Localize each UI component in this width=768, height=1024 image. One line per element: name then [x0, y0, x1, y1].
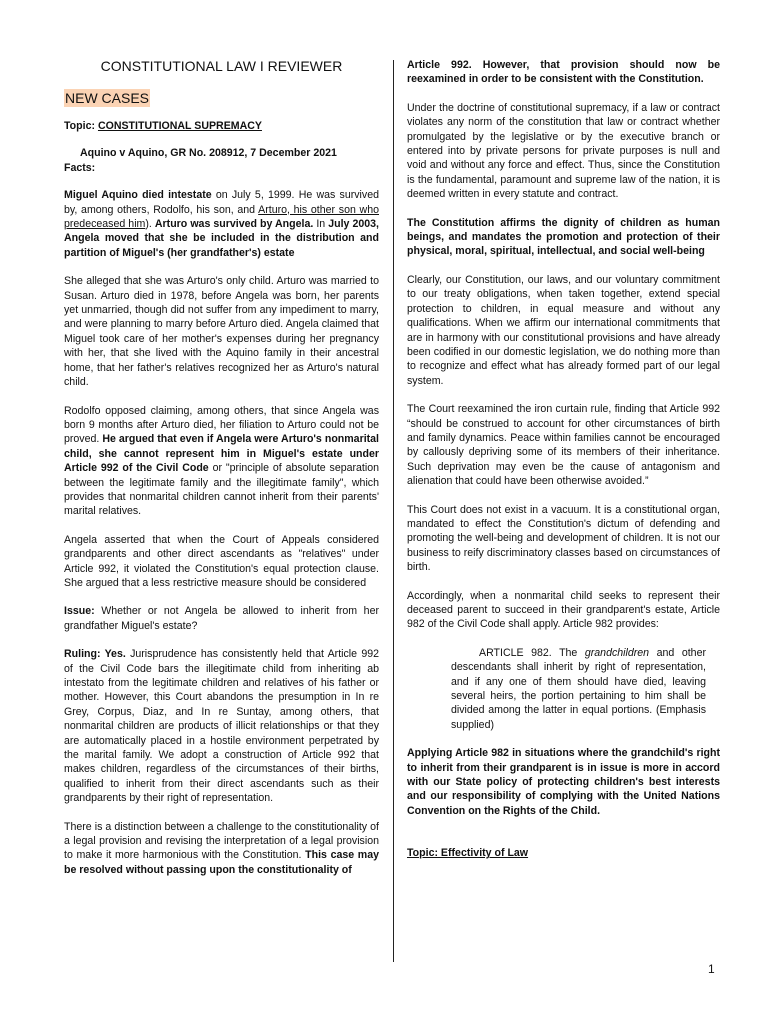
case-caption: Aquino v Aquino, GR No. 208912, 7 December 2021	[80, 147, 337, 160]
iron-curtain-paragraph: The Court reexamined the iron curtain rule, finding that Article 992 “should be construed to account for other circumstances of birth and family dynamics. Peace within families cannot be encouraged by callously depriving some of its members of their inheritance. Such deprivation may even be the cause of antagonism and alienation that could have been otherwise avoided.”	[407, 403, 720, 488]
topic-heading: Topic: CONSTITUTIONAL SUPREMACY	[64, 120, 262, 132]
column-divider	[393, 60, 394, 962]
facts-paragraph-1: Miguel Aquino died intestate on July 5, 1999. He was survived by, among others, Rodolfo, his son, and Arturo, his other son who predeceased him). Arturo was survived by Angela. In July 2003, Angela moved that she be included in the distribution and partition of Miguel's (her grandfather's) estate	[64, 189, 379, 259]
facts-paragraph-4: Angela asserted that when the Court of Appeals considered grandparents and other direct ascendants as "relatives" under Article 992, it violated the Constitution's equal protection clause. She argued that a less restrictive measure should be considered	[64, 533, 379, 589]
policy-paragraph: Applying Article 982 in situations where the grandchild's right to inherit from their grandparent is in issue is more in accord with our State policy of protecting children's best interests and our responsibility of complying with the United Nations Convention on the Rights of the Child.	[407, 747, 720, 817]
topic-effectivity-heading: Topic: Effectivity of Law	[407, 847, 529, 860]
left-column	[64, 58, 379, 877]
treaty-paragraph: Clearly, our Constitution, our laws, and our voluntary commitment to our treaty obligations, when taken together, extend special protection to children, in equal measure and without any qualifications. When we affirm our international commitments that are in harmony with our constitutional provisions and have already been codified in our domestic legislation, we do nothing more than to recognize and effect what has already formed part of our legal system.	[407, 273, 720, 387]
right-column	[407, 58, 720, 861]
constitutional-supremacy-paragraph: Under the doctrine of constitutional supremacy, if a law or contract violates any norm of the constitution that law or contract whether promulgated by the legislative or by the executive branch or entered into by private persons for private purposes is null and void and without any force and effect. Thus, since the Constitution is the fundamental, paramount and supreme law of the nation, it is deemed written in every statute and contract.	[407, 101, 720, 201]
page-number: 1	[708, 962, 715, 976]
ruling-paragraph: Ruling: Yes. Jurisprudence has consistently held that Article 992 of the Civil Code bars the illegitimate child from inheriting ab intestato from the legitimate children and relatives of his father or mother. However, this Court abandons the presumption in In re Grey, Corpus, Diaz, and In re Suntay, among others, that nonmarital children are products of illicit relationships or that they are automatically placed in a hostile environment perpetrated by the marital family. We adopt a construction of Article 992 that makes children, regardless of the circumstances of their births, qualified to inherit from their direct ascendants such as their grandparents by their right of representation.	[64, 648, 379, 805]
document-title: CONSTITUTIONAL LAW I REVIEWER	[100, 58, 343, 74]
facts-label: Facts:	[64, 161, 96, 174]
section-heading: NEW CASES	[65, 90, 150, 106]
facts-paragraph-3: Rodolfo opposed claiming, among others, that since Angela was born 9 months after Arturo died, her filiation to Arturo could not be proved. He argued that even if Angela were Arturo's nonmarital child, she cannot represent him in Miguel's estate under Article 992 of the Civil Code or "principle of absolute separation between the legitimate family and the illegitimate family", which provides that nonmarital children cannot inherit from their parents' marital relatives.	[64, 404, 379, 518]
ruling-paragraph-2: There is a distinction between a challenge to the constitutionality of a legal provision and revising the interpretation of a legal provision to make it more harmonious with the Constitution. This case may be resolved without passing upon the constitutionality of	[64, 820, 379, 876]
ruling-continuation: Article 992. However, that provision should now be reexamined in order to be consistent with the Constitution.	[407, 59, 720, 86]
article-982-intro: Accordingly, when a nonmarital child seeks to represent their deceased parent to succeed in their grandparent's estate, Article 982 of the Civil Code shall apply. Article 982 provides:	[407, 589, 720, 631]
children-dignity-heading: The Constitution affirms the dignity of children as human beings, and mandates the promotion and protection of their physical, moral, spiritual, intellectual, and social well-being	[407, 216, 720, 258]
facts-paragraph-2: She alleged that she was Arturo's only child. Arturo was married to Susan. Arturo died in 1978, before Angela was born, her parents yet unmarried, though did not suffer from any impediment to marry, and were planning to marry before Arturo died. Angela claimed that Miguel took care of her mother's expenses during her pregnancy with her, that she lived with the Aquino family in their ancestral home, that her father's relatives recognized her as Arturo's natural child.	[64, 275, 379, 389]
issue-paragraph: Issue: Whether or not Angela be allowed to inherit from her grandfather Miguel's estate?	[64, 605, 379, 632]
article-982-quote: ARTICLE 982. The grandchildren and other descendants shall inherit by right of representation, and if any one of them should have died, leaving several heirs, the portion pertaining to him shall be divided among the latter in equal portions. (Emphasis supplied)	[451, 646, 706, 731]
vacuum-paragraph: This Court does not exist in a vacuum. It is a constitutional organ, mandated to effect the Constitution's dictum of defending and promoting the well-being and development of children. It is not our business to reify discriminatory classes based on circumstances of birth.	[407, 503, 720, 574]
